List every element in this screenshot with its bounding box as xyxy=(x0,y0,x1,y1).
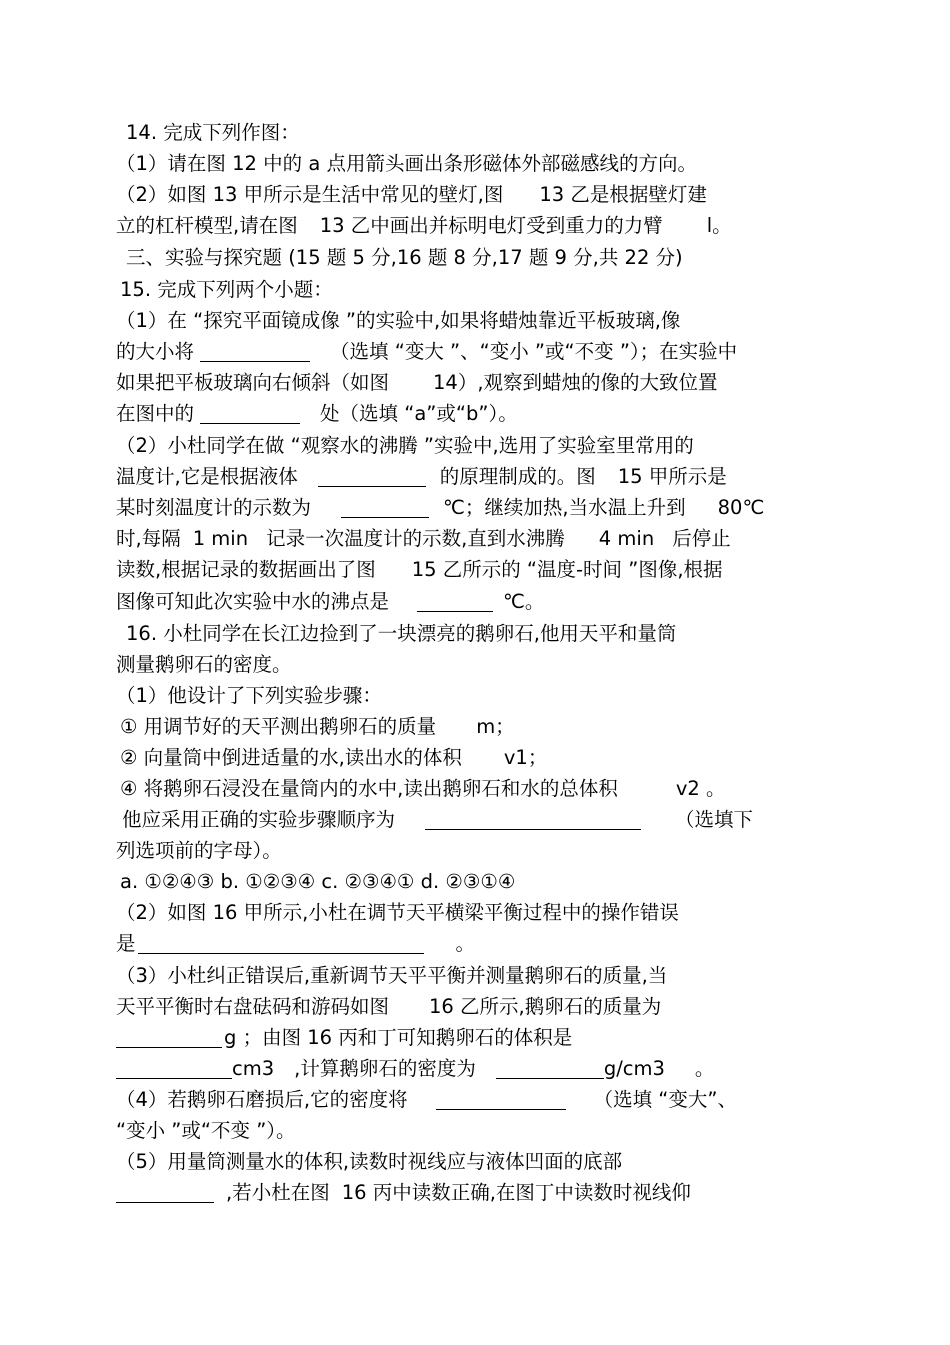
q16-part4-line2: “变小 ”或“不变 ”）。 xyxy=(116,1119,296,1142)
answer-blank[interactable] xyxy=(116,1058,232,1079)
q16-part3-line4: cm3 ,计算鹅卵石的密度为 g/cm3 。 xyxy=(116,1057,714,1081)
q14-part2-line1: （2）如图 13 甲所示是生活中常见的壁灯,图 13 乙是根据壁灯建 xyxy=(116,183,707,206)
q15-part1-line3: 如果把平板玻璃向右倾斜（如图 14）,观察到蜡烛的像的大致位置 xyxy=(116,371,718,394)
q14-part1: （1）请在图 12 中的 a 点用箭头画出条形磁体外部磁感线的方向。 xyxy=(116,152,697,175)
answer-blank[interactable] xyxy=(417,591,493,612)
q16-part5-line2: ,若小杜在图 16 丙中读数正确,在图丁中读数时视线仰 xyxy=(116,1181,691,1205)
section-heading: 三、实验与探究题 (15 题 5 分,16 题 8 分,17 题 9 分,共 22 分) xyxy=(126,246,683,269)
q16-order-line: 他应采用正确的实验步骤顺序为 （选填下 xyxy=(122,808,754,831)
q15-part2-line6: 图像可知此次实验中水的沸点是 ℃。 xyxy=(116,590,545,613)
answer-blank[interactable] xyxy=(200,403,300,424)
answer-blank[interactable] xyxy=(116,1182,214,1203)
answer-blank[interactable] xyxy=(436,1089,566,1110)
q15-part2-line1: （2）小杜同学在做 “观察水的沸腾 ”实验中,选用了实验室里常用的 xyxy=(116,434,694,457)
q16-part3-line2: 天平平衡时右盘砝码和游码如图 16 乙所示,鹅卵石的质量为 xyxy=(116,995,662,1018)
q16-part3-line3: g ；由图 16 丙和丁可知鹅卵石的体积是 xyxy=(116,1026,572,1050)
q16-options: a. ①②④③ b. ①②③④ c. ②③④① d. ②③①④ xyxy=(120,870,516,893)
answer-blank[interactable] xyxy=(200,341,310,362)
q14-part2-line2: 立的杠杆模型,请在图 13 乙中画出并标明电灯受到重力的力臂 l。 xyxy=(116,214,732,237)
answer-blank[interactable] xyxy=(116,1027,222,1048)
q15-part1-line4: 在图中的 处（选填 “a”或“b”）。 xyxy=(116,402,518,425)
q16-step1: ① 用调节好的天平测出鹅卵石的质量 m； xyxy=(120,715,515,738)
q15-part2-line4: 时,每隔 1 min 记录一次温度计的示数,直到水沸腾 4 min 后停止 xyxy=(116,527,731,550)
q15-heading: 15. 完成下列两个小题： xyxy=(120,278,333,301)
q16-part2-line2: 是 。 xyxy=(116,932,476,955)
q15-part1-line2: 的大小将 （选填 “变大 ”、“变小 ”或“不变 ”）；在实验中 xyxy=(116,340,738,363)
q15-part2-line2: 温度计,它是根据液体 的原理制成的。图 15 甲所示是 xyxy=(116,465,727,488)
q16-line1: 16. 小杜同学在长江边捡到了一块漂亮的鹅卵石,他用天平和量筒 xyxy=(126,622,677,645)
q15-part2-line3: 某时刻温度计的示数为 ℃；继续加热,当水温上升到 80℃ xyxy=(116,496,765,519)
answer-blank[interactable] xyxy=(138,933,424,954)
answer-blank[interactable] xyxy=(341,497,429,518)
q16-step2: ② 向量筒中倒进适量的水,读出水的体积 v1； xyxy=(120,746,548,769)
q16-part5-line1: （5）用量筒测量水的体积,读数时视线应与液体凹面的底部 xyxy=(116,1150,623,1173)
q15-part2-line5: 读数,根据记录的数据画出了图 15 乙所示的 “温度-时间 ”图像,根据 xyxy=(116,558,723,581)
answer-blank[interactable] xyxy=(318,466,426,487)
answer-blank[interactable] xyxy=(425,809,641,830)
q16-part3-line1: （3）小杜纠正错误后,重新调节天平平衡并测量鹅卵石的质量,当 xyxy=(116,964,668,987)
q16-order-line2: 列选项前的字母）。 xyxy=(116,839,282,862)
q16-part1-line1: （1）他设计了下列实验步骤： xyxy=(116,684,382,707)
q16-line2: 测量鹅卵石的密度。 xyxy=(116,653,292,676)
q16-step4: ④ 将鹅卵石浸没在量筒内的水中,读出鹅卵石和水的总体积 v2 。 xyxy=(120,777,726,800)
answer-blank[interactable] xyxy=(496,1058,604,1079)
q16-part2-line1: （2）如图 16 甲所示,小杜在调节天平横梁平衡过程中的操作错误 xyxy=(116,901,679,924)
q15-part1-line1: （1）在 “探究平面镜成像 ”的实验中,如果将蜡烛靠近平板玻璃,像 xyxy=(116,309,681,332)
q14-heading: 14. 完成下列作图： xyxy=(126,121,300,144)
q16-part4-line1: （4）若鹅卵石磨损后,它的密度将 （选填 “变大”、 xyxy=(116,1088,738,1111)
